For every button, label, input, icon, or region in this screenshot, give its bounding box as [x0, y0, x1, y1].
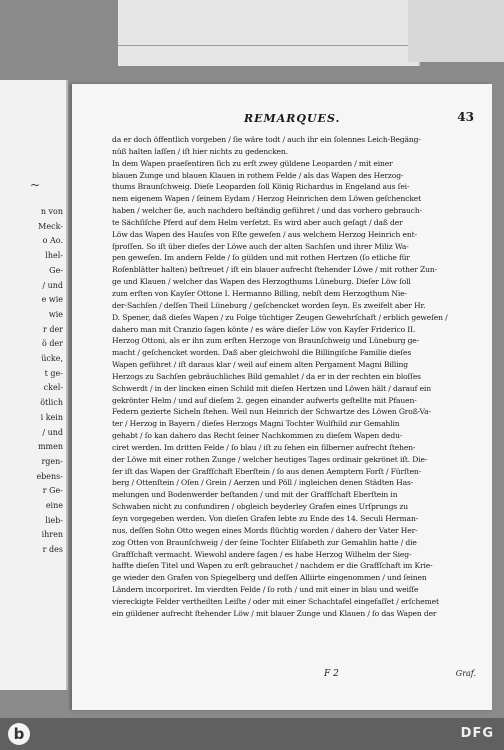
left-fragment-line: t ge-	[44, 368, 63, 378]
text-line: Schwaben nicht zu confundiren / obgleich beyderley Grafen eines Urſprungs zu	[112, 502, 408, 512]
left-fragment-line: ebens-	[36, 471, 63, 481]
left-fragment-line: e wie	[41, 295, 63, 305]
text-line: dahero man mit Cranzio ſagen könte / es wäre dieſer Löw von Kayſer Friderico II.	[112, 324, 416, 334]
text-line: Ländern incorporiret. Im vierdten Felde / ſo roth / und mit einer in blau und weiſſe	[112, 585, 419, 595]
gutter-ornament: ~	[30, 178, 41, 192]
text-line: D. Spener, daß dieſes Wapen / zu Folge tüchtiger Zeugen Gewehrſchaft / erblich geweſen /	[112, 312, 448, 322]
left-fragment-line: lhel-	[45, 251, 63, 261]
text-line: nüß halten laſſen / iſt hier nichts zu gedencken.	[112, 146, 288, 156]
left-fragment-line: Meck-	[38, 221, 63, 231]
text-line: ter / Herzog in Bayern / dieſes Herzogs Magni Tochter Wulfhild zur Gemahlin	[112, 419, 400, 429]
text-line: Graffſchaft vermacht. Wiewohl andere ſagen / es habe Herzog Wilhelm der Sieg-	[112, 549, 412, 559]
text-line: gekrönter Helm / und auf dieſem 2. gegen einander aufwerts geſtellte mit Pfauen-	[112, 395, 417, 405]
top-sheet-rule	[118, 45, 418, 46]
text-line: nem eigenem Wapen / ſeinem Eydam / Herzog Heinrichen dem Löwen geſchencket	[112, 194, 422, 204]
left-fragment-line: n von	[40, 207, 63, 216]
text-line: viereckigte Felder vertheilten Leiſte / oder mit einer Schachtafel eingefaſſet / erſchemet	[112, 596, 439, 606]
left-fragment-line: r der	[42, 324, 63, 334]
text-line: berg / Ottenſtein / Oſen / Grein / Aerzen und Pöll / ingleichen denen Städten Has-	[112, 478, 414, 488]
text-line: gehabt / ſo kan dahero das Recht ſeiner Nachkommen zu dieſem Wapen dedu-	[112, 431, 403, 441]
left-fragment-line: Ge-	[49, 265, 63, 275]
text-line: der-Sachſen / deſſen Theil Lüneburg / geſchencket worden ſeyn. Es zweifelt aber Hr.	[112, 300, 426, 310]
left-fragment-line: / und	[42, 427, 63, 437]
left-fragment-line: ihren	[41, 530, 63, 540]
text-line: Wapen geführet / iſt daraus klar / weil auf einem alten Pergament Magni Billing	[112, 360, 408, 370]
left-fragment-line: eine	[45, 501, 63, 511]
text-line: ciret werden. Im dritten Felde / ſo blau / iſt zu ſehen ein ſilberner aufrecht ſtehen-	[112, 442, 416, 452]
text-line: thums Braunſchweig. Dieſe Leoparden ſoll König Richardus in Engeland aus ſei-	[112, 182, 410, 192]
text-line: haffte dieſen Titel und Wapen zu erſt gebrauchet / nachdem er die Graffſchaft im Krie-	[112, 561, 433, 571]
text-line: Herzog Ottoni, als er ihn zum erſten Herzoge von Braunſchweig und Lüneburg ge-	[112, 336, 420, 346]
text-line: In dem Wapen praeſentiren ſich zu erſt zwey güldene Leoparden / mit einer	[112, 158, 393, 168]
left-fragment-line: wie	[48, 309, 63, 319]
left-facing-page	[0, 80, 68, 690]
dfg-logo: DFG	[460, 726, 494, 741]
left-fragment-line: o Ao.	[42, 236, 63, 246]
page-header	[72, 112, 492, 130]
page-footer	[112, 669, 476, 683]
text-line: da er doch öffentlich vorgeben / ſie wäre todt / auch ihr ein ſolennes Leich-Begäng-	[112, 135, 421, 144]
text-line: ſproſſen. So iſt über dieſes der Löwe auch der alten Sachſen und ihrer Miliz Wa-	[112, 241, 409, 251]
left-fragment-line: ckel-	[43, 383, 63, 393]
text-line: pen geweſen. Im andern Felde / ſo gülden und mit rothen Hertzen (ſo etliche für	[112, 253, 410, 263]
text-line: haben / welcher ſie, auch nachdero beſtändig geführet / und das vorhero gebrauch-	[112, 206, 423, 216]
left-page-text-fragments	[23, 205, 63, 558]
text-line: blauen Zunge und blauen Klauen in rothem Felde / als das Wapen des Herzog-	[112, 170, 404, 180]
text-line: Roſenblätter halten) beſtreuet / iſt ein blauer aufrecht ſtehender Löwe / mit rother Zun-	[112, 265, 437, 275]
page-number: 43	[457, 110, 474, 124]
viewer-footer-bar	[0, 718, 504, 750]
text-line: der Löwe mit einer rothen Zunge / welcher heutiges Tages ordinair gekrönet iſt. Die-	[112, 454, 428, 464]
left-fragment-line: r des	[42, 545, 63, 555]
text-line: Löw das Wapen des Hauſes von Eſte geweſen / aus welchem Herzog Heinrich ent-	[112, 229, 417, 239]
signature-mark: F 2	[324, 669, 339, 679]
top-right-sheet	[408, 0, 504, 62]
text-line: ſeyn vorgegeben werden. Von dieſen Grafen lebte zu Ende des 14. Seculi Herman-	[112, 514, 419, 523]
left-fragment-line: / und	[42, 280, 63, 290]
running-head: REMARQUES.	[244, 112, 341, 125]
top-overlapping-sheet	[118, 0, 420, 66]
text-line: zog Otten von Braunſchweig / der ſeine Tochter Eliſabeth zur Gemahlin hatte / die	[112, 537, 417, 547]
text-line: Herzogs zu Sachſen gebräuchliches Bild gemahlet / da er in der rechten ein bloſſes	[112, 371, 421, 381]
text-line: ge wieder den Grafen von Spiegelberg und deſſen Alliirte eingenommen / und ſeinen	[112, 573, 427, 583]
b-badge-icon[interactable]: b	[8, 723, 30, 745]
left-fragment-line: r Ge-	[42, 486, 63, 496]
text-line: ein güldener aufrecht ſtehender Löw / mit blauer Zunge und Klauen / ſo das Wapen der	[112, 608, 437, 618]
text-line: melungen und Bodenwerder beſtanden / und mit der Graffſchaft Eberſtein in	[112, 490, 398, 500]
left-fragment-line: ö der	[41, 339, 63, 349]
text-line: macht / geſchencket worden. Daß aber gleichwohl die Billingiſche Familie dieſes	[112, 348, 412, 358]
text-line: nus, deſſen Sohn Otto wegen eines Mords flüchtig worden / dahero der Vater Her-	[112, 525, 418, 535]
left-fragment-line: lieb-	[45, 515, 63, 525]
left-fragment-line: rgen-	[41, 456, 63, 466]
catchword: Graf.	[455, 669, 476, 678]
text-line: Federn gezierte Sicheln ſtehen. Weil nun Heinrich der Schwartze des Löwen Groß-Va-	[112, 407, 431, 417]
right-book-page	[72, 84, 492, 710]
text-line: ge und Klauen / welcher das Wapen des Herzogthums Lüneburg. Dieſer Löw ſoll	[112, 277, 411, 287]
left-fragment-line: mmen	[37, 442, 63, 452]
left-fragment-line: ötlich	[40, 398, 63, 408]
left-fragment-line: i kein	[40, 412, 63, 422]
text-line: te Sächſiſche Pferd auf dem Helm verſetzt. Es wird aber auch geſagt / daß der	[112, 217, 403, 227]
text-line: zum erſten von Kayſer Ottone I. Hermanno Billing, nebſt dem Herzogthum Nie-	[112, 288, 407, 298]
page-body-text	[112, 134, 476, 620]
text-line: Schwerdt / in der lincken einen Schild mit dieſen Hertzen und Löwen hält / darauf ein	[112, 383, 431, 393]
left-fragment-line: ücke,	[41, 354, 63, 364]
text-line: ſer iſt das Wapen der Graffſchaft Eberſtein / ſo aus denen Aemptern Forſt / Fürſten-	[112, 466, 422, 476]
